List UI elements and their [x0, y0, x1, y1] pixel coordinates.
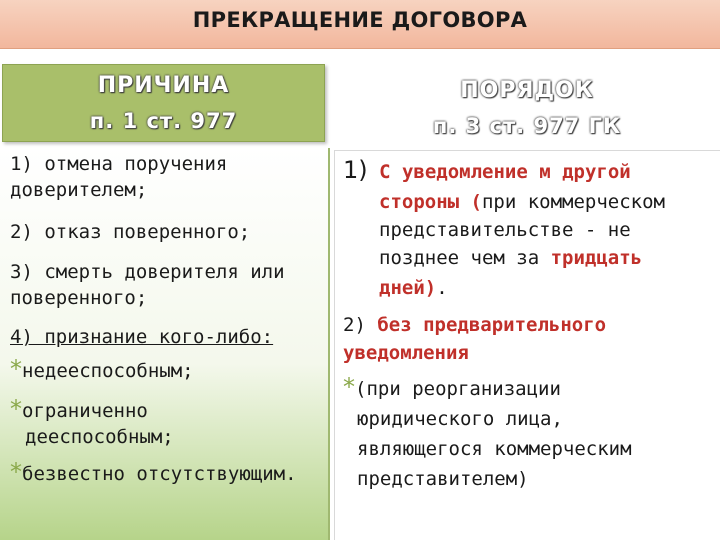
bullet-item-limited-cont: дееспособным;: [25, 426, 174, 448]
left-header-title: ПРИЧИНА: [97, 73, 230, 98]
right-column-header: [334, 64, 720, 148]
procedure-3-line3: являющегося коммерческим: [357, 438, 632, 460]
procedure-1-line4: позднее чем за тридцать: [379, 247, 643, 269]
left-column-header: [2, 64, 325, 142]
procedure-1-number: 1): [343, 156, 368, 184]
procedure-3-line1: *(при реорганизации: [343, 373, 561, 401]
bullet-icon: *: [10, 395, 22, 423]
bullet-item-incapable: [10, 357, 194, 383]
left-header-reference: п. 1 ст. 977: [89, 109, 238, 133]
procedure-3-line4: представителем): [357, 468, 529, 490]
bullet-item-missing: [10, 460, 297, 486]
bullet-text: недееспособным;: [22, 360, 194, 382]
right-header-reference: п. 3 ст. 977 ГК: [432, 114, 622, 138]
procedure-1-line2: стороны (при коммерческом: [379, 191, 665, 213]
procedure-3-line2: юридического лица,: [357, 408, 563, 430]
title-bar: [0, 0, 720, 49]
reason-3-line2: поверенного;: [10, 287, 148, 309]
reason-3-line1: 3) смерть доверителя или: [10, 261, 285, 283]
reason-1-line2: доверителем;: [10, 179, 148, 201]
procedure-1-text: С уведомление м другой: [379, 161, 631, 183]
procedure-1-line5: дней).: [379, 277, 448, 299]
bullet-item-limited: [10, 397, 148, 423]
right-header-title: ПОРЯДОК: [460, 78, 594, 103]
bullet-text: безвестно отсутствующим.: [22, 463, 297, 485]
bullet-text: ограниченно: [22, 400, 148, 422]
reason-1-line1: 1) отмена поручения: [10, 153, 228, 175]
page-title: ПРЕКРАЩЕНИЕ ДОГОВОРА: [192, 8, 528, 32]
procedure-2-number: 2): [343, 314, 378, 336]
reason-4: 4) признание кого-либо:: [10, 326, 274, 348]
reason-2: 2) отказ поверенного;: [10, 221, 251, 243]
procedure-2-line2: уведомления: [343, 342, 469, 364]
procedure-1-line1: [343, 158, 631, 184]
bullet-icon: *: [343, 373, 355, 401]
procedure-1-line3: представительстве - не: [379, 219, 631, 241]
procedure-2-line1: 2) без предварительного: [343, 314, 607, 336]
bullet-icon: *: [10, 355, 22, 383]
bullet-icon: *: [10, 458, 22, 486]
